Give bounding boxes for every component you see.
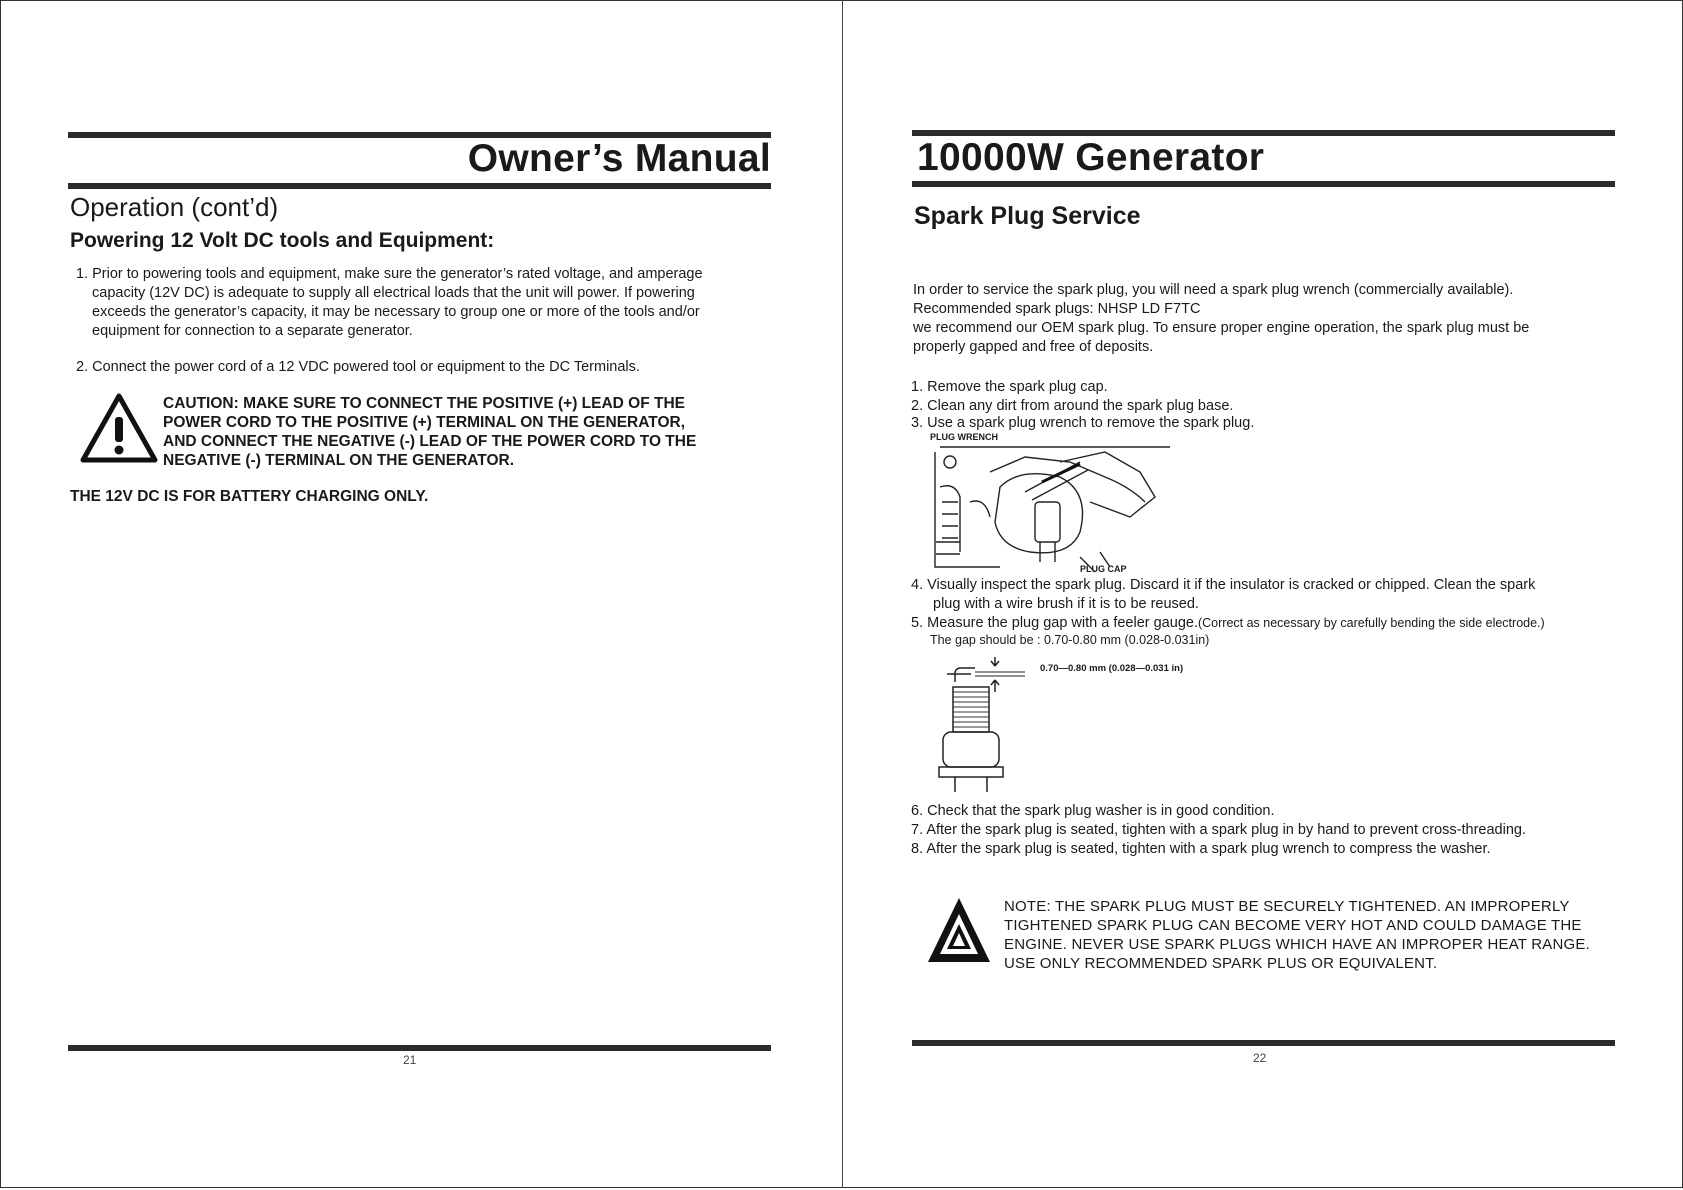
footer-rule [68,1045,771,1051]
note-line: USE ONLY RECOMMENDED SPARK PLUS OR EQUIVALENT. [1004,955,1438,972]
section-title: Spark Plug Service [914,202,1141,230]
step-4 [911,576,1631,614]
page-number: 21 [403,1053,417,1067]
subsection-title: Powering 12 Volt DC tools and Equipment: [70,229,495,252]
page-divider [842,0,843,1188]
steps-6-8 [911,802,1526,859]
engine-wrench-drawing [930,442,1175,577]
steps-1-3 [911,378,1254,433]
caution-line: NEGATIVE (-) TERMINAL ON THE GENERATOR. [163,452,515,469]
battery-note: THE 12V DC IS FOR BATTERY CHARGING ONLY. [70,488,429,505]
step-item: 8. After the spark plug is seated, tighten with a spark plug wrench to compress the washer. [911,841,1491,857]
page-number: 22 [1253,1051,1267,1065]
header-rule-bottom [912,181,1615,187]
step-item: 3. Use a spark plug wrench to remove the spark plug. [911,415,1255,431]
step-4-line: plug with a wire brush if it is to be reused. [933,596,1199,612]
intro-line: Recommended spark plugs: NHSP LD F7TC [913,301,1201,317]
spark-plug-drawing [935,652,1025,792]
step-item: 1. Remove the spark plug cap. [911,379,1108,395]
footer-rule [912,1040,1615,1046]
caution-text [163,394,696,470]
intro-line: properly gapped and free of deposits. [913,339,1154,355]
step-1-line: 1. Prior to powering tools and equipment, make sure the generator’s rated voltage, and amperage [76,266,703,282]
caution-line: AND CONNECT THE NEGATIVE (-) LEAD OF THE POWER CORD TO THE [163,433,697,450]
step-item: 2. Clean any dirt from around the spark plug base. [911,398,1234,414]
spark-plug-gap-figure [935,652,1235,792]
step-1-line: equipment for connection to a separate generator. [92,323,413,339]
intro-line: we recommend our OEM spark plug. To ensure proper engine operation, the spark plug must be [913,320,1530,336]
figure-label-plug-cap: PLUG CAP [1080,564,1127,574]
caution-line: POWER CORD TO THE POSITIVE (+) TERMINAL ON THE GENERATOR, [163,414,686,431]
intro-paragraph [913,281,1633,357]
step-1-line: capacity (12V DC) is adequate to supply all electrical loads that the unit will power. If powering [92,285,695,301]
note-text [1004,897,1590,973]
step-4-line: 4. Visually inspect the spark plug. Discard it if the insulator is cracked or chipped. Clean the spark [911,577,1536,593]
step-5-note: (Correct as necessary by carefully bending the side electrode.) [1197,616,1545,630]
step-2: 2. Connect the power cord of a 12 VDC powered tool or equipment to the DC Terminals. [76,359,640,375]
step-item: 6. Check that the spark plug washer is in good condition. [911,803,1275,819]
step-5 [911,614,1545,633]
page-header-title: Owner’s Manual [467,137,771,180]
intro-line: In order to service the spark plug, you will need a spark plug wrench (commercially available). [913,282,1514,298]
figure-label-plug-wrench: PLUG WRENCH [930,432,998,442]
note-line: ENGINE. NEVER USE SPARK PLUGS WHICH HAVE AN IMPROPER HEAT RANGE. [1004,936,1590,953]
caution-line: CAUTION: MAKE SURE TO CONNECT THE POSITIVE (+) LEAD OF THE [163,395,685,412]
gap-dimension-label: 0.70—0.80 mm (0.028—0.031 in) [1040,663,1184,674]
exclamation-triangle-icon [80,393,158,463]
step-5-main: 5. Measure the plug gap with a feeler gauge. [911,615,1198,631]
spark-plug-wrench-figure [930,432,1175,577]
nested-triangle-warning-icon [926,896,992,966]
gap-spec: The gap should be : 0.70-0.80 mm (0.028-0.031in) [930,633,1210,647]
header-rule-bottom [68,183,771,189]
step-1 [76,265,796,341]
note-line: NOTE: THE SPARK PLUG MUST BE SECURELY TIGHTENED. AN IMPROPERLY [1004,898,1570,915]
step-1-line: exceeds the generator’s capacity, it may be necessary to group one or more of the tools and/or [92,304,700,320]
note-line: TIGHTENED SPARK PLUG CAN BECOME VERY HOT AND COULD DAMAGE THE [1004,917,1582,934]
page-header-title: 10000W Generator [917,136,1265,179]
section-title: Operation (cont’d) [70,192,279,222]
step-item: 7. After the spark plug is seated, tighten with a spark plug in by hand to prevent cross-threading. [911,822,1526,838]
